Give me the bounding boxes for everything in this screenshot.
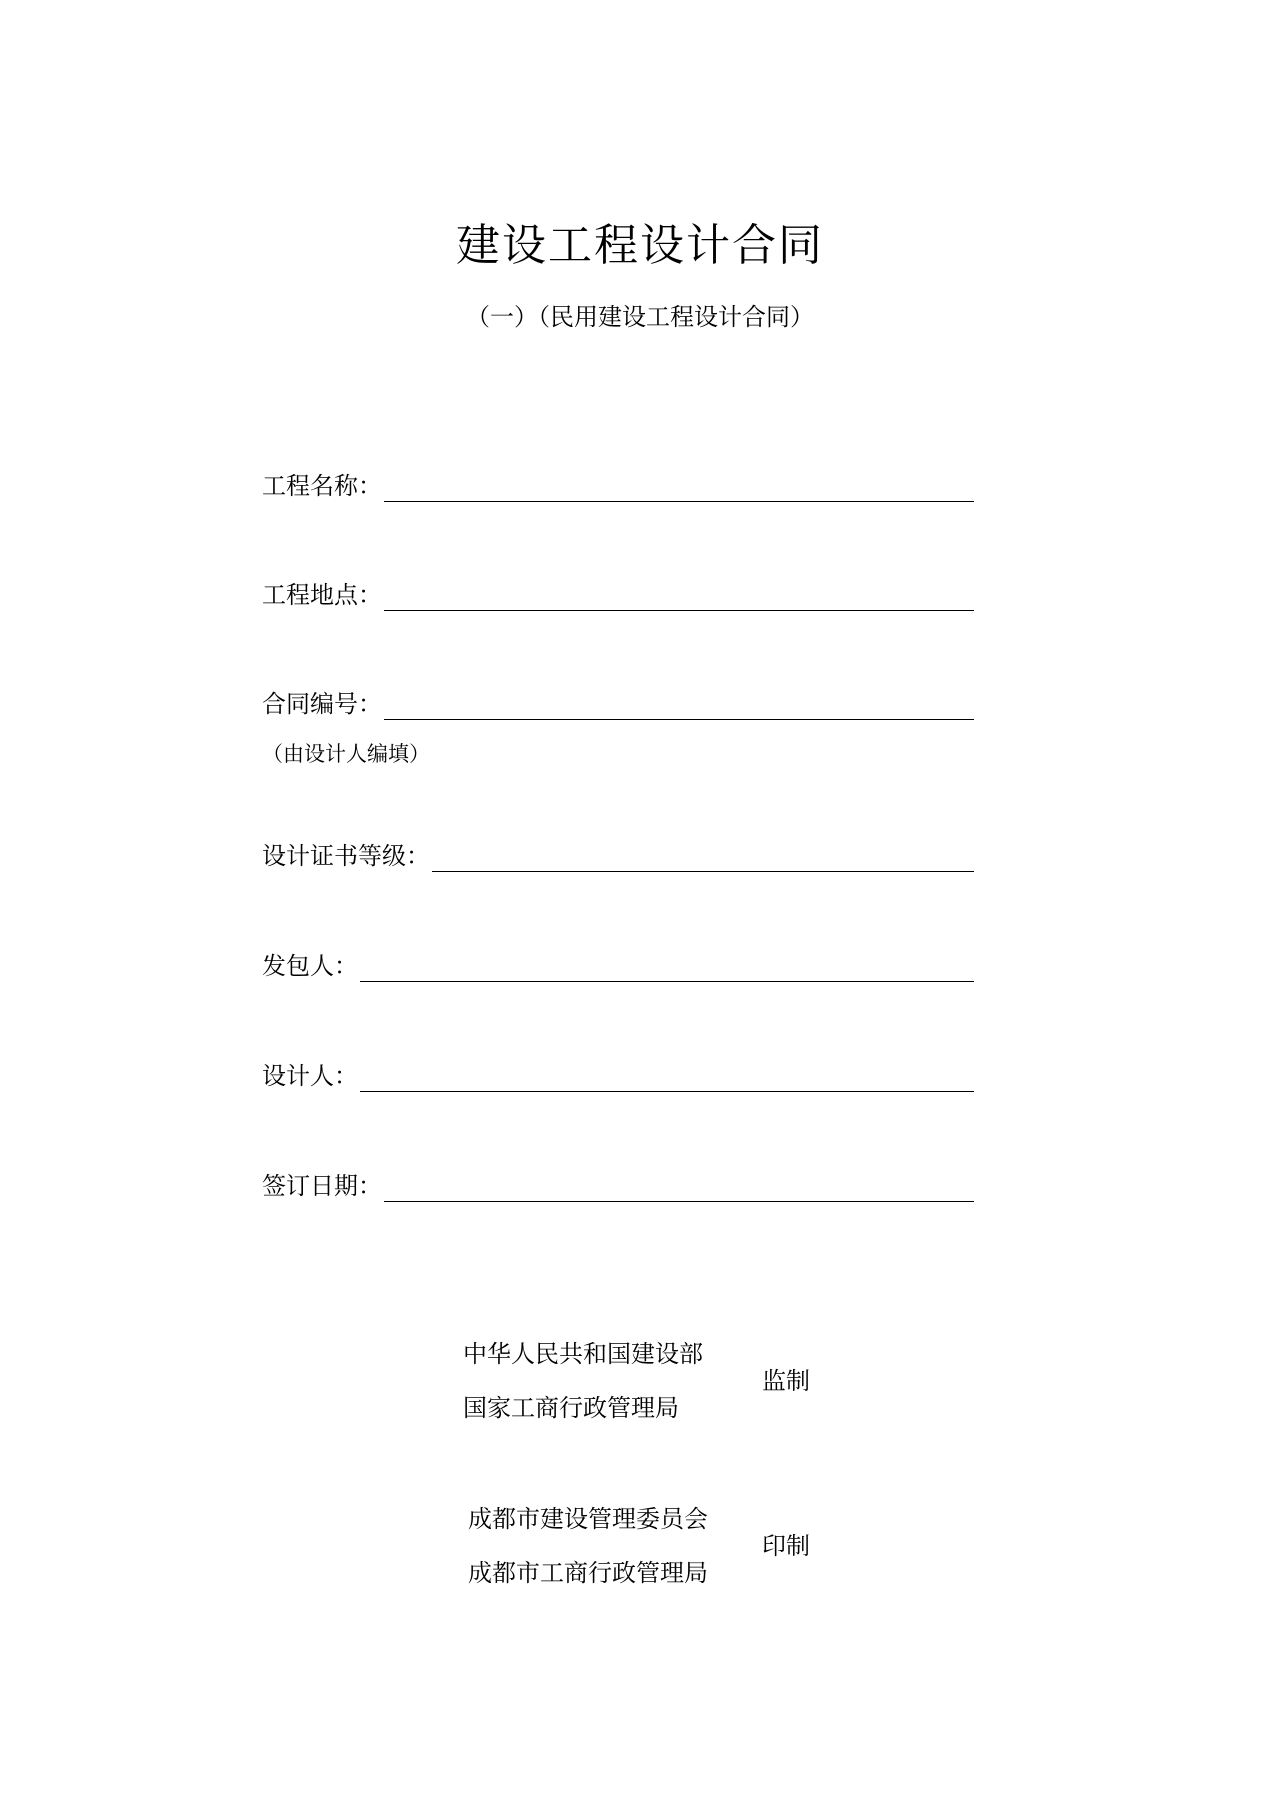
document-title: 建设工程设计合同: [456, 220, 824, 271]
blank-line-contract-number[interactable]: [384, 718, 974, 720]
printing-org-1: 成都市建设管理委员会: [468, 1505, 708, 1533]
field-signing-date: [262, 1162, 974, 1202]
document-subtitle: （一）（民用建设工程设计合同）: [466, 303, 814, 331]
field-label: 合同编号：: [262, 690, 382, 718]
field-designer: [262, 1052, 974, 1092]
blank-line-designer[interactable]: [360, 1090, 974, 1092]
field-employer: [262, 942, 974, 982]
contract-number-note: （由设计人编填）: [262, 742, 430, 766]
field-label: 设计证书等级：: [262, 842, 430, 870]
blank-line-signing-date[interactable]: [384, 1200, 974, 1202]
field-project-location: [262, 571, 974, 611]
blank-line-certificate-grade[interactable]: [432, 870, 974, 872]
supervision-org-2: 国家工商行政管理局: [463, 1394, 679, 1422]
field-label: 设计人：: [262, 1062, 358, 1090]
field-certificate-grade: [262, 832, 974, 872]
field-label: 工程地点：: [262, 581, 382, 609]
printing-org-2: 成都市工商行政管理局: [468, 1559, 708, 1587]
blank-line-project-location[interactable]: [384, 609, 974, 611]
supervision-org-1: 中华人民共和国建设部: [463, 1340, 703, 1368]
field-label: 发包人：: [262, 952, 358, 980]
blank-line-project-name[interactable]: [384, 500, 974, 502]
field-label: 签订日期：: [262, 1172, 382, 1200]
printing-role: 印制: [762, 1532, 810, 1560]
field-project-name: [262, 462, 974, 502]
supervision-role: 监制: [762, 1367, 810, 1395]
field-label: 工程名称：: [262, 472, 382, 500]
field-contract-number: [262, 680, 974, 720]
blank-line-employer[interactable]: [360, 980, 974, 982]
